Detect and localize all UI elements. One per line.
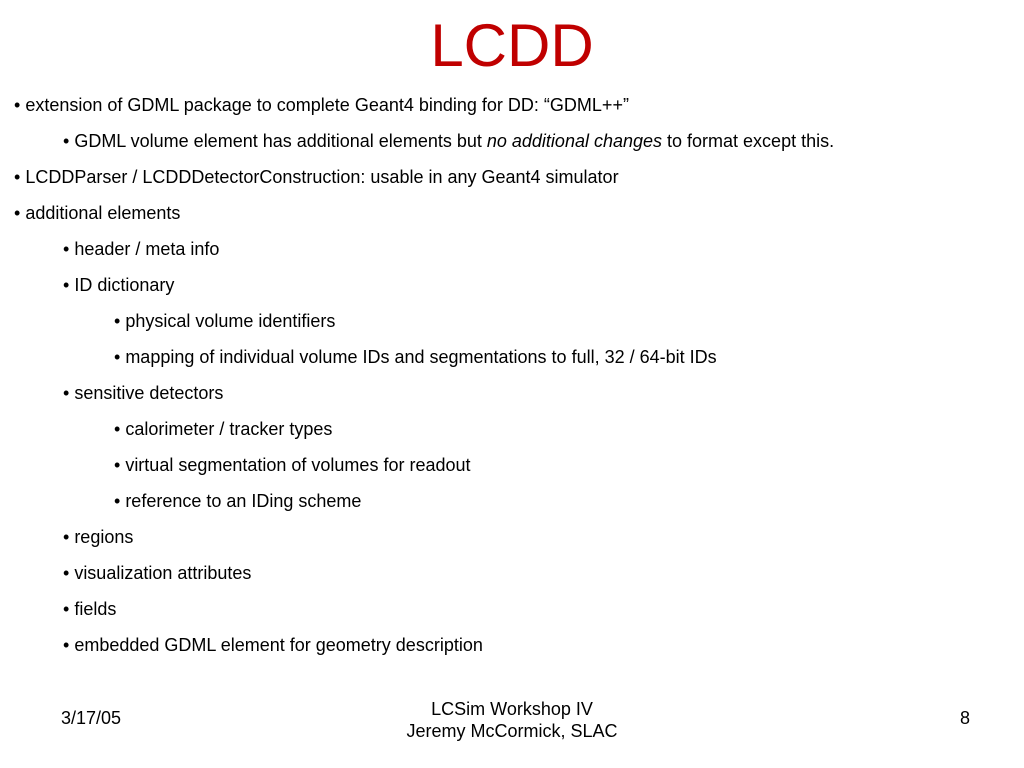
bullet-mark: • bbox=[63, 239, 70, 259]
bullet-item bbox=[14, 94, 629, 116]
bullet-item bbox=[63, 634, 483, 656]
bullet-emphasis-text: no additional changes bbox=[486, 131, 663, 151]
bullet-mark: • bbox=[63, 275, 70, 295]
bullet-text: LCDDParser / LCDDDetectorConstruction: usable in any Geant4 simulator bbox=[25, 167, 619, 187]
bullet-text: physical volume identifiers bbox=[125, 311, 336, 331]
bullet-text: fields bbox=[74, 599, 117, 619]
bullet-item bbox=[114, 490, 361, 512]
bullet-text: header / meta info bbox=[74, 239, 220, 259]
bullet-item bbox=[114, 418, 332, 440]
bullet-text: mapping of individual volume IDs and segmentations to full, 32 / 64-bit IDs bbox=[125, 347, 717, 367]
footer-author: Jeremy McCormick, SLAC bbox=[406, 721, 618, 741]
bullet-text: extension of GDML package to complete Geant4 binding for DD: “GDML++” bbox=[25, 95, 629, 115]
bullet-item bbox=[114, 346, 717, 368]
bullet-text: virtual segmentation of volumes for readout bbox=[125, 455, 471, 475]
bullet-item bbox=[63, 526, 133, 548]
bullet-mark: • bbox=[114, 419, 121, 439]
bullet-mark: • bbox=[114, 347, 121, 367]
bullet-text: ID dictionary bbox=[74, 275, 175, 295]
bullet-item bbox=[114, 310, 335, 332]
bullet-text: visualization attributes bbox=[74, 563, 252, 583]
bullet-mark: • bbox=[63, 527, 70, 547]
bullet-mark: • bbox=[63, 563, 70, 583]
bullet-item bbox=[63, 238, 219, 260]
bullet-mark: • bbox=[14, 203, 21, 223]
bullet-item bbox=[63, 598, 116, 620]
page-number: 8 bbox=[959, 708, 970, 728]
slide-title: LCDD bbox=[430, 12, 594, 79]
bullet-text: GDML volume element has additional elements but bbox=[74, 131, 487, 151]
bullet-item bbox=[14, 202, 180, 224]
bullet-mark: • bbox=[114, 311, 121, 331]
bullet-text: regions bbox=[74, 527, 134, 547]
bullet-text: additional elements bbox=[25, 203, 181, 223]
bullet-mark: • bbox=[63, 131, 70, 151]
bullet-text: calorimeter / tracker types bbox=[125, 419, 333, 439]
bullet-item bbox=[14, 166, 619, 188]
bullet-text: sensitive detectors bbox=[74, 383, 224, 403]
bullet-mark: • bbox=[114, 491, 121, 511]
bullet-item bbox=[63, 274, 174, 296]
bullet-item bbox=[63, 382, 223, 404]
bullet-mark: • bbox=[63, 599, 70, 619]
bullet-mark: • bbox=[114, 455, 121, 475]
bullet-text: embedded GDML element for geometry description bbox=[74, 635, 483, 655]
footer-date: 3/17/05 bbox=[61, 708, 122, 728]
bullet-mark: • bbox=[63, 383, 70, 403]
footer-event: LCSim Workshop IV bbox=[431, 699, 593, 719]
bullet-item bbox=[114, 454, 471, 476]
bullet-text: to format except this. bbox=[662, 131, 835, 151]
bullet-mark: • bbox=[14, 95, 21, 115]
bullet-item bbox=[63, 562, 251, 584]
bullet-mark: • bbox=[14, 167, 21, 187]
footer-center bbox=[312, 698, 712, 742]
bullet-mark: • bbox=[63, 635, 70, 655]
bullet-item bbox=[63, 130, 834, 152]
bullet-text: reference to an IDing scheme bbox=[125, 491, 362, 511]
